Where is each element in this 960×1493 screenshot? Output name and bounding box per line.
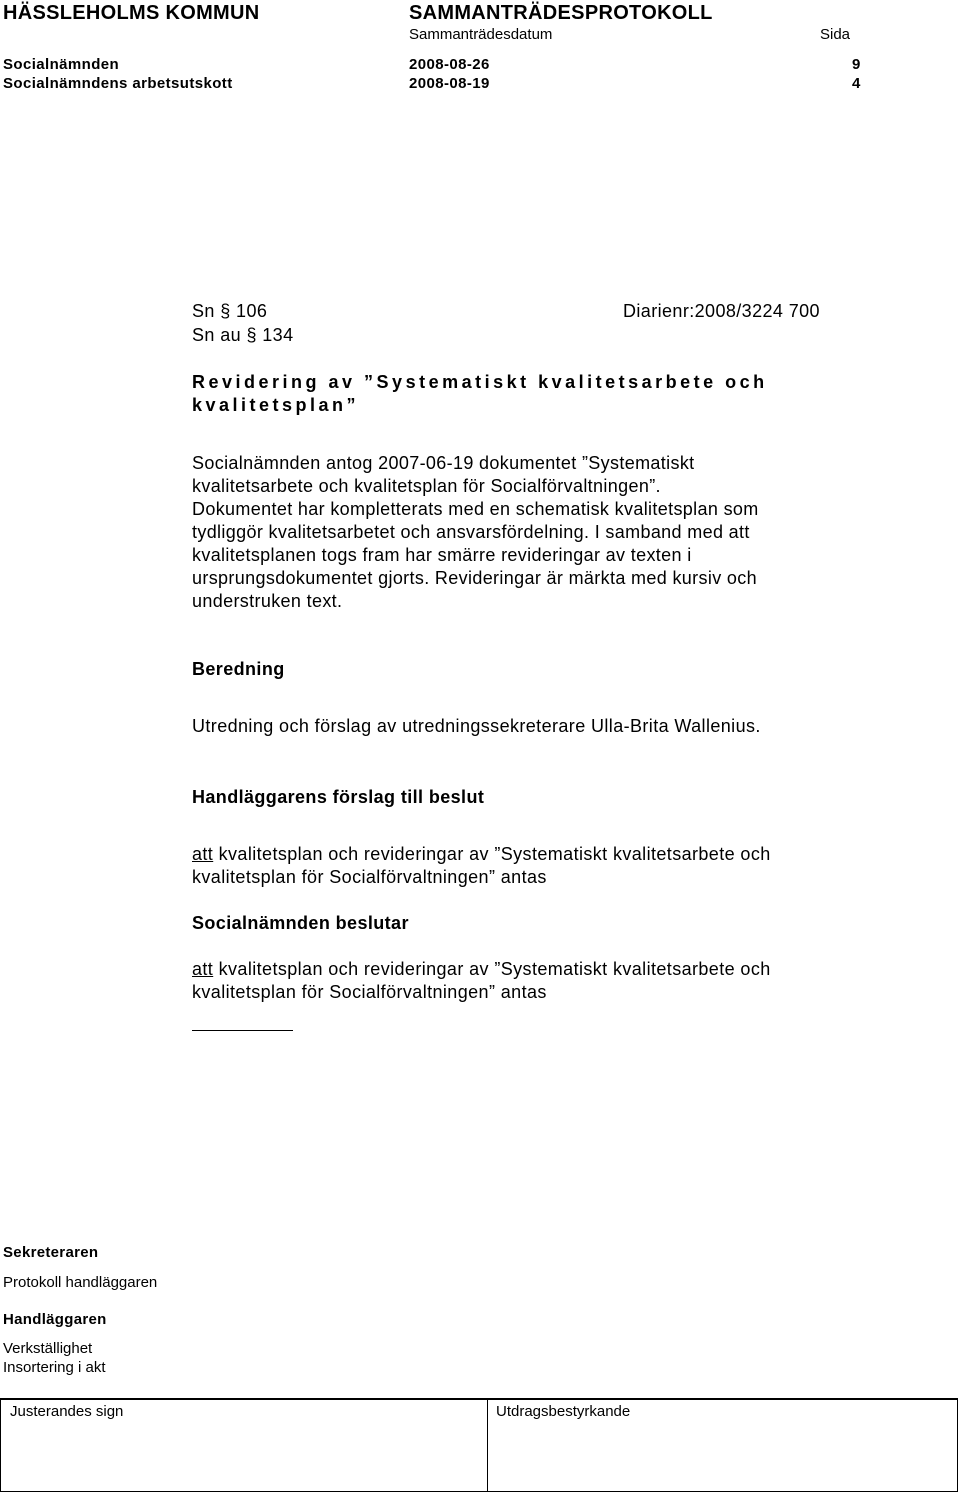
header-body-1: Socialnämnden [3,56,120,73]
header-date-2: 2008-08-19 [409,75,490,92]
proposal-att: att [192,844,214,864]
decision-text-1: kvalitetsplan och revideringar av ”Systematiskt kvalitetsarbete och [213,959,771,979]
signature-divider [487,1400,488,1491]
header-page-2: 4 [852,75,861,92]
intro-line: ursprungsdokumentet gjorts. Revideringar är märkta med kursiv och [192,568,757,588]
header-date-1: 2008-08-26 [409,56,490,73]
protocol-handler-label: Protokoll handläggaren [3,1274,158,1291]
intro-line: kvalitetsarbete och kvalitetsplan för Socialförvaltningen”. [192,476,661,496]
case-title-line-2: kvalitetsplan” [192,395,360,415]
proposal-heading: Handläggarens förslag till beslut [192,787,485,807]
intro-line: Dokumentet har kompletterats med en schematisk kvalitetsplan som [192,499,759,519]
proposal-text-1: kvalitetsplan och revideringar av ”Systematiskt kvalitetsarbete och [213,844,771,864]
meeting-date-label: Sammanträdesdatum [409,26,553,43]
diary-number: Diarienr:2008/3224 700 [623,301,820,321]
intro-line: kvalitetsplanen togs fram har smärre revideringar av texten i [192,545,692,565]
decision-line-2: kvalitetsplan för Socialförvaltningen” antas [192,982,547,1002]
sn-au-paragraph-ref: Sn au § 134 [192,325,294,345]
proposal-line-1 [192,844,771,865]
execution-label: Verkställighet [3,1340,93,1357]
decision-heading: Socialnämnden beslutar [192,913,409,933]
header-body-2: Socialnämndens arbetsutskott [3,75,233,92]
beredning-text: Utredning och förslag av utredningssekreterare Ulla-Brita Wallenius. [192,716,761,736]
header-page-1: 9 [852,56,861,73]
intro-paragraph [192,452,892,613]
beredning-heading: Beredning [192,659,285,679]
signature-box [0,1398,958,1492]
intro-line: Socialnämnden antog 2007-06-19 dokumentet ”Systematiskt [192,453,695,473]
extract-certification-label: Utdragsbestyrkande [496,1403,631,1420]
closing-rule [192,1030,293,1031]
decision-line-1 [192,959,771,980]
case-title-line-1: Revidering av ”Systematiskt kvalitetsarbete och [192,372,768,392]
handler-label: Handläggaren [3,1311,107,1328]
intro-line: tydliggör kvalitetsarbetet och ansvarsfördelning. I samband med att [192,522,750,542]
filing-label: Insortering i akt [3,1359,106,1376]
adjuster-sign-label: Justerandes sign [10,1403,124,1420]
decision-att: att [192,959,214,979]
sn-paragraph-ref: Sn § 106 [192,301,268,321]
document-type: SAMMANTRÄDESPROTOKOLL [409,2,713,24]
municipality-name: HÄSSLEHOLMS KOMMUN [3,2,260,24]
secretary-label: Sekreteraren [3,1244,99,1261]
intro-line: understruken text. [192,591,343,611]
proposal-line-2: kvalitetsplan för Socialförvaltningen” antas [192,867,547,887]
page-label: Sida [820,26,851,43]
